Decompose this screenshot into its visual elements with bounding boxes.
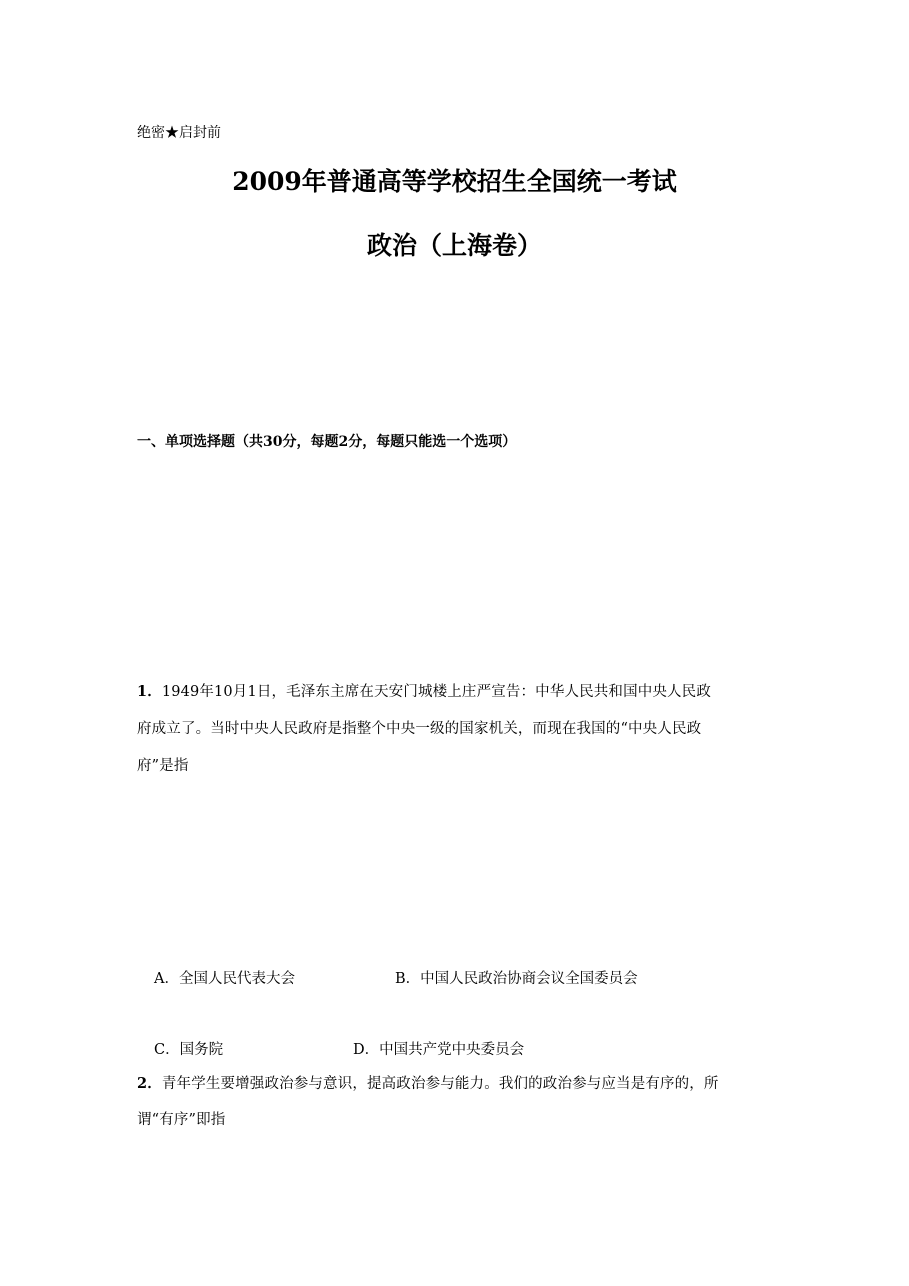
question-1-option-d[interactable]: D．中国共产党中央委员会 <box>353 1042 525 1058</box>
question-2-text-line-1: 青年学生要增强政治参与意识，提高政治参与能力。我们的政治参与应当是有序的，所 <box>161 1076 719 1092</box>
exam-title: 2009年普通高等学校招生全国统一考试 <box>232 167 677 196</box>
question-2-number: 2． <box>137 1075 162 1092</box>
question-1-text-line-3: 府”是指 <box>137 758 189 774</box>
question-2-text-line-2: 谓“有序”即指 <box>137 1112 226 1128</box>
question-1-option-c[interactable]: C．国务院 <box>154 1042 224 1058</box>
section-heading: 一、单项选择题（共30分，每题2分，每题只能选一个选项） <box>137 434 517 450</box>
question-1-text-line-2: 府成立了。当时中央人民政府是指整个中央一级的国家机关，而现在我国的“中央人民政 <box>137 721 702 737</box>
question-1-line-1 <box>137 680 711 701</box>
question-1-number: 1． <box>137 683 162 700</box>
question-1-option-a[interactable]: A．全国人民代表大会 <box>154 971 295 987</box>
exam-subtitle: 政治（上海卷） <box>366 231 542 260</box>
secret-mark: 绝密★启封前 <box>137 125 221 141</box>
question-1-option-b[interactable]: B．中国人民政治协商会议全国委员会 <box>395 971 638 987</box>
question-2-line-1 <box>137 1072 719 1093</box>
question-1-text-line-1: 1949年10月1日，毛泽东主席在天安门城楼上庄严宣告：中华人民共和国中央人民政 <box>161 684 711 700</box>
